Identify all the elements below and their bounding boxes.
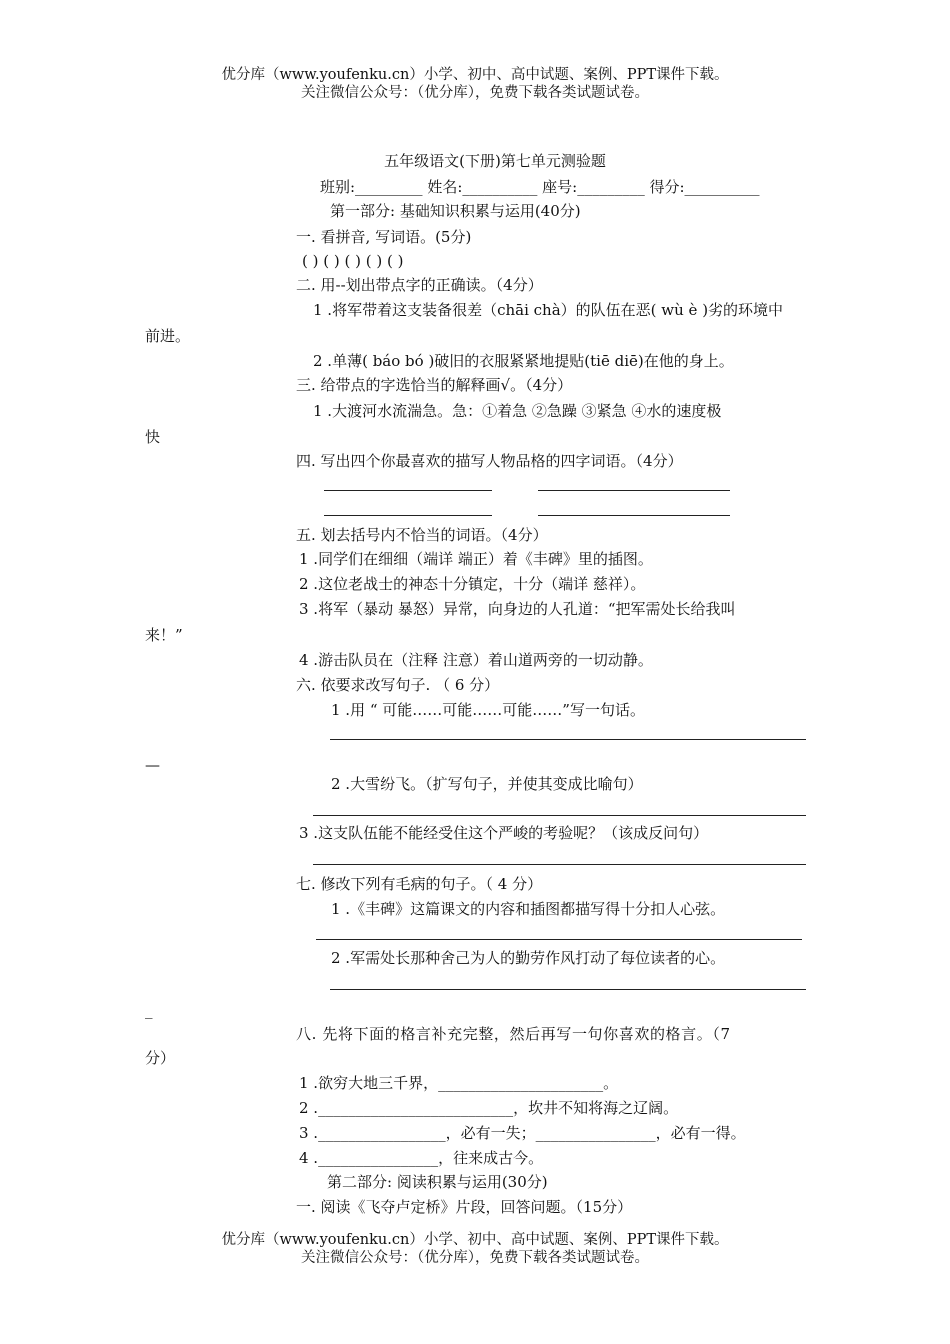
q7-item2-tail: _ xyxy=(145,1001,153,1019)
header-line-1: 优分库（www.youfenku.cn）小学、初中、高中试题、案例、PPT课件下载。 xyxy=(221,67,729,83)
q7-item1-answer-line[interactable] xyxy=(316,939,802,940)
q6-item1-tail: — xyxy=(145,756,160,774)
q4-answer-line-2[interactable] xyxy=(538,490,730,491)
q1-title: 一. 看拼音, 写词语。(5分) xyxy=(296,228,472,246)
q8-item3: 3 ._________________，必有一失；________________，必有一得。 xyxy=(299,1124,746,1142)
q3-item1-a: 1 .大渡河水流湍急。急：①着急 ②急躁 ③紧急 ④水的速度极 xyxy=(313,402,722,420)
q6-item3: 3 .这支队伍能不能经受住这个严峻的考验呢？（该成反问句） xyxy=(299,824,709,842)
q8-item1: 1 .欲穷大地三千界，______________________。 xyxy=(299,1074,619,1092)
q6-item1: 1 .用 “ 可能……可能……可能……”写一句话。 xyxy=(331,701,645,719)
footer-line-2: 关注微信公众号：（优分库），免费下载各类试题试卷。 xyxy=(301,1250,649,1266)
exam-title: 五年级语文(下册)第七单元测验题 xyxy=(384,152,606,170)
q8-title-b: 分） xyxy=(145,1049,176,1067)
q5-item3-b: 来！” xyxy=(145,626,183,644)
q5-item1: 1 .同学们在细细（端详 端正）着《丰碑》里的插图。 xyxy=(299,550,653,568)
student-info-line: 班别:_________ 姓名:__________ 座号:_________ 得分:__________ xyxy=(320,178,760,196)
q1-blanks: ( ) ( ) ( ) ( ) ( ) xyxy=(302,252,404,270)
q2-title: 二. 用--划出带点字的正确读。（4分） xyxy=(296,276,543,294)
part1-title: 第一部分: 基础知识积累与运用(40分) xyxy=(330,202,581,220)
q2-item1-b: 前进。 xyxy=(145,327,191,345)
q3-title: 三. 给带点的字选恰当的解释画√。（4分） xyxy=(296,376,573,394)
q8-item4: 4 .________________，往来成古今。 xyxy=(299,1149,544,1167)
q6-item1-answer-line[interactable] xyxy=(330,739,806,740)
q5-item4: 4 .游击队员在（注释 注意）着山道两旁的一切动静。 xyxy=(299,651,653,669)
q7-item2: 2 .军需处长那种舍己为人的勤劳作风打动了每位读者的心。 xyxy=(331,949,726,967)
q7-item1: 1 .《丰碑》这篇课文的内容和插图都描写得十分扣人心弦。 xyxy=(331,900,726,918)
q4-answer-line-4[interactable] xyxy=(538,515,730,516)
q5-item2: 2 .这位老战士的神态十分镇定，十分（端详 慈祥）。 xyxy=(299,575,646,593)
q4-answer-line-1[interactable] xyxy=(324,490,492,491)
q5-title: 五. 划去括号内不恰当的词语。（4分） xyxy=(296,526,548,544)
q7-title: 七. 修改下列有毛病的句子。（ 4 分） xyxy=(296,875,543,893)
q6-item2-answer-line[interactable] xyxy=(313,815,806,816)
q4-title: 四. 写出四个你最喜欢的描写人物品格的四字词语。（4分） xyxy=(296,452,683,470)
q5-item3-a: 3 .将军（暴动 暴怒）异常，向身边的人孔道：“把军需处长给我叫 xyxy=(299,600,736,618)
q2-item1-a: 1 .将军带着这支装备很差（chāi chà）的队伍在恶( wù è )劣的环境中 xyxy=(313,301,784,319)
footer-line-1: 优分库（www.youfenku.cn）小学、初中、高中试题、案例、PPT课件下载。 xyxy=(221,1232,729,1248)
q7-item2-answer-line[interactable] xyxy=(330,989,806,990)
q6-title: 六. 依要求改写句子. （ 6 分） xyxy=(296,676,500,694)
q6-item2: 2 .大雪纷飞。（扩写句子，并使其变成比喻句） xyxy=(331,775,643,793)
q4-answer-line-3[interactable] xyxy=(324,515,492,516)
q8-title-a: 八. 先将下面的格言补充完整，然后再写一句你喜欢的格言。（7 xyxy=(296,1025,731,1043)
part2-q1-title: 一. 阅读《飞夺卢定桥》片段，回答问题。（15分） xyxy=(296,1198,633,1216)
part2-title: 第二部分: 阅读积累与运用(30分) xyxy=(327,1173,548,1191)
q3-item1-b: 快 xyxy=(145,428,161,446)
header-line-2: 关注微信公众号：（优分库），免费下载各类试题试卷。 xyxy=(301,85,649,101)
q2-item2: 2 .单薄( báo bó )破旧的衣服紧紧地提贴(tiē diē)在他的身上。 xyxy=(313,352,734,370)
q8-item2: 2 .__________________________，坎井不知将海之辽阔。 xyxy=(299,1099,679,1117)
q6-item3-answer-line[interactable] xyxy=(313,864,806,865)
